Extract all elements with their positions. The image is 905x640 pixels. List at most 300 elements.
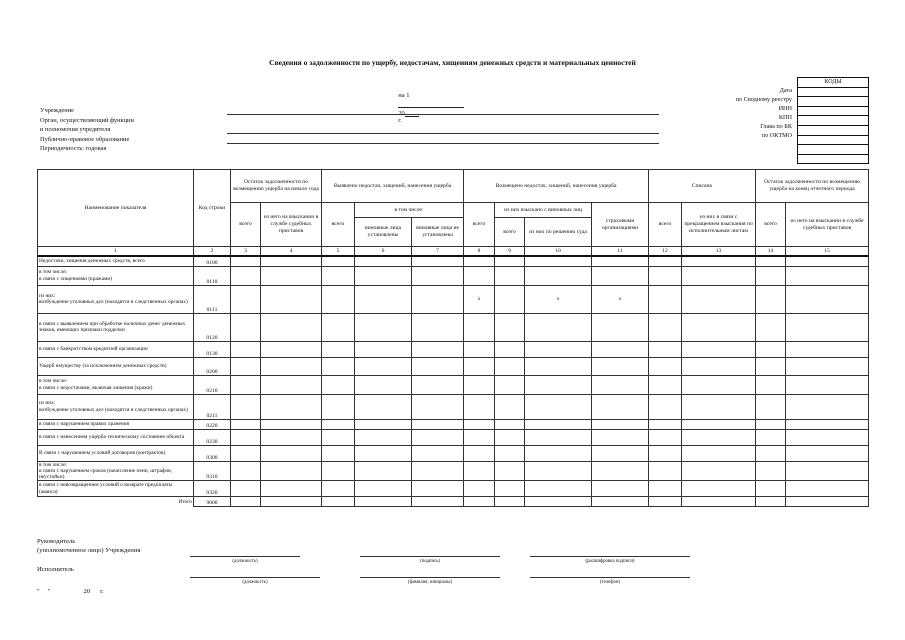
value-cell[interactable] [355, 429, 412, 445]
value-cell[interactable] [649, 394, 682, 419]
value-cell[interactable] [682, 341, 756, 357]
value-cell[interactable] [682, 375, 756, 394]
header-closing-balance: Остаток задолженности по возмещению ущерба на конец отчетного периода [756, 170, 869, 203]
value-cell[interactable] [355, 256, 412, 266]
label-kpp: КПП [778, 114, 792, 122]
value-cell[interactable] [355, 313, 412, 341]
value-cell[interactable] [231, 313, 261, 341]
column-number-2: 2 [194, 247, 231, 257]
value-cell[interactable] [355, 357, 412, 375]
header-name: Наименование показателя [38, 170, 194, 247]
value-cell[interactable] [464, 266, 495, 285]
value-cell[interactable] [682, 461, 756, 481]
value-cell[interactable] [355, 394, 412, 419]
column-number-12: 12 [649, 247, 682, 257]
value-cell[interactable] [355, 445, 412, 461]
value-cell[interactable] [495, 394, 525, 419]
row-name: Ущерб имуществу (за исключением денежных средств) [38, 357, 194, 375]
code-labels [690, 86, 792, 141]
value-cell[interactable] [786, 341, 869, 357]
report-table [37, 169, 869, 507]
na-mark: x [464, 285, 495, 313]
column-number-7: 7 [412, 247, 464, 257]
row-code: 0200 [194, 357, 231, 375]
value-cell[interactable] [592, 375, 649, 394]
head-line-2: (уполномоченное лицо) Учреждения [37, 547, 141, 554]
column-number-3: 3 [231, 247, 261, 257]
value-cell[interactable] [525, 256, 592, 266]
header-g4-total: всего [649, 203, 682, 247]
column-number-row [38, 247, 869, 257]
column-number-5: 5 [322, 247, 355, 257]
table-row [38, 313, 869, 341]
row-code: 0120 [194, 313, 231, 341]
na-mark: x [592, 285, 649, 313]
value-cell[interactable] [261, 497, 322, 507]
value-cell[interactable] [355, 266, 412, 285]
table-row [38, 357, 869, 375]
value-cell[interactable] [464, 481, 495, 497]
value-cell[interactable] [412, 313, 464, 341]
value-cell[interactable] [261, 357, 322, 375]
row-name: в том числе: в связи с недостачами, включая хищения (кражи) [38, 375, 194, 394]
value-cell[interactable] [412, 266, 464, 285]
value-cell[interactable] [231, 419, 261, 429]
head-signature-field[interactable] [360, 556, 500, 557]
value-cell[interactable] [231, 394, 261, 419]
value-cell[interactable] [231, 357, 261, 375]
value-cell[interactable] [682, 357, 756, 375]
head-position-field[interactable] [190, 556, 300, 557]
value-cell[interactable] [756, 285, 786, 313]
value-cell[interactable] [649, 429, 682, 445]
value-cell[interactable] [525, 357, 592, 375]
value-cell[interactable] [322, 419, 355, 429]
codes-box [797, 77, 869, 164]
value-cell[interactable] [355, 461, 412, 481]
value-cell[interactable] [682, 445, 756, 461]
row-code: 0210 [194, 375, 231, 394]
value-cell[interactable] [756, 394, 786, 419]
value-cell[interactable] [412, 497, 464, 507]
row-name: в связи с выявлением при обработке наличных денег денежных знаков, имеющих признаки подделки [38, 313, 194, 341]
date-day-month-field[interactable] [398, 99, 464, 108]
value-cell[interactable] [592, 394, 649, 419]
value-cell[interactable] [261, 266, 322, 285]
value-cell[interactable] [261, 375, 322, 394]
label-periodicity: Периодичность: годовая [40, 145, 107, 152]
exec-position-field[interactable] [190, 577, 320, 578]
value-cell[interactable] [355, 497, 412, 507]
value-cell[interactable] [464, 375, 495, 394]
value-cell[interactable] [592, 357, 649, 375]
value-cell[interactable] [592, 256, 649, 266]
value-cell[interactable] [355, 481, 412, 497]
date-year-prefix: 20 [398, 110, 405, 117]
value-cell[interactable] [756, 497, 786, 507]
table-row [38, 375, 869, 394]
value-cell[interactable] [231, 497, 261, 507]
value-cell[interactable] [464, 313, 495, 341]
value-cell[interactable] [786, 445, 869, 461]
value-cell[interactable] [261, 394, 322, 419]
value-cell[interactable] [495, 285, 525, 313]
value-cell[interactable] [322, 394, 355, 419]
value-cell[interactable] [592, 497, 649, 507]
value-cell[interactable] [682, 481, 756, 497]
value-cell[interactable] [592, 313, 649, 341]
value-cell[interactable] [261, 445, 322, 461]
value-cell[interactable] [464, 341, 495, 357]
value-cell[interactable] [261, 341, 322, 357]
column-number-6: 6 [355, 247, 412, 257]
label-inn: ИНН [778, 105, 792, 113]
column-number-15: 15 [786, 247, 869, 257]
table-row [38, 256, 869, 266]
table-row [38, 266, 869, 285]
value-cell[interactable] [495, 313, 525, 341]
row-name: в связи с нарушением правил хранения [38, 419, 194, 429]
code-cell-extra[interactable] [798, 154, 868, 164]
code-cell-bk[interactable] [798, 135, 868, 145]
value-cell[interactable] [649, 375, 682, 394]
value-cell[interactable] [322, 429, 355, 445]
row-name: в связи с невозвращением условий о возврате предоплаты (аванса) [38, 481, 194, 497]
value-cell[interactable] [355, 419, 412, 429]
value-cell[interactable] [525, 419, 592, 429]
value-cell[interactable] [261, 481, 322, 497]
header-identified: Выявлено недостач, хищений, нанесения ущерба [322, 170, 464, 203]
exec-cap-name: (фамилия, инициалы) [407, 580, 453, 585]
value-cell[interactable] [464, 429, 495, 445]
institution-field[interactable] [227, 114, 659, 115]
value-cell[interactable] [756, 481, 786, 497]
header-g1-bailiffs: из него на взыскании в службе судебных приставов [261, 203, 322, 247]
row-code: 0220 [194, 419, 231, 429]
head-name-field[interactable] [530, 556, 690, 557]
row-code: 0111 [194, 285, 231, 313]
exec-cap-position: (должность) [242, 580, 268, 585]
value-cell[interactable] [412, 461, 464, 481]
value-cell[interactable] [412, 256, 464, 266]
value-cell[interactable] [322, 357, 355, 375]
value-cell[interactable] [495, 357, 525, 375]
value-cell[interactable] [525, 461, 592, 481]
value-cell[interactable] [322, 266, 355, 285]
label-founder-2: и полномочия учредителя [40, 126, 111, 133]
value-cell[interactable] [756, 357, 786, 375]
report-title: Сведения о задолженности по ущербу, недостачам, хищениям денежных средств и материальных ценностей [269, 58, 636, 67]
value-cell[interactable] [756, 313, 786, 341]
value-cell[interactable] [322, 256, 355, 266]
value-cell[interactable] [682, 313, 756, 341]
value-cell[interactable] [231, 285, 261, 313]
value-cell[interactable] [786, 429, 869, 445]
value-cell[interactable] [231, 341, 261, 357]
header-g3-total: всего [464, 203, 495, 247]
value-cell[interactable] [412, 419, 464, 429]
value-cell[interactable] [756, 445, 786, 461]
value-cell[interactable] [412, 341, 464, 357]
value-cell[interactable] [261, 313, 322, 341]
row-code: 9000 [194, 497, 231, 507]
row-code: 0211 [194, 394, 231, 419]
date-suffix: г. [398, 117, 402, 124]
row-name: в связи с банкротством кредитной организации [38, 341, 194, 357]
row-name: Недостачи, хищения денежных средств, всего [38, 256, 194, 266]
header-found: виновные лица установлены [355, 218, 412, 247]
row-code: 0100 [194, 256, 231, 266]
value-cell[interactable] [355, 285, 412, 313]
value-cell[interactable] [525, 445, 592, 461]
header-g5-total: всего [756, 203, 786, 247]
value-cell[interactable] [464, 357, 495, 375]
value-cell[interactable] [464, 419, 495, 429]
value-cell[interactable] [649, 341, 682, 357]
table-row [38, 419, 869, 429]
value-cell[interactable] [649, 357, 682, 375]
code-cell-oktmo[interactable] [798, 144, 868, 154]
value-cell[interactable] [261, 419, 322, 429]
label-oktmo: по ОКТМО [761, 132, 792, 140]
value-cell[interactable] [412, 429, 464, 445]
value-cell[interactable] [592, 461, 649, 481]
date-year-field[interactable] [405, 108, 419, 117]
public-entity-field[interactable] [227, 143, 659, 144]
table-row [38, 461, 869, 481]
value-cell[interactable] [322, 445, 355, 461]
table-row [38, 497, 869, 507]
value-cell[interactable] [412, 394, 464, 419]
value-cell[interactable] [786, 497, 869, 507]
value-cell[interactable] [231, 429, 261, 445]
code-cell-date[interactable] [798, 87, 868, 97]
value-cell[interactable] [412, 285, 464, 313]
value-cell[interactable] [786, 419, 869, 429]
value-cell[interactable] [786, 357, 869, 375]
value-cell[interactable] [322, 341, 355, 357]
codes-header: КОДЫ [824, 79, 842, 85]
row-name: В связи с нарушением условий договоров (контрактов) [38, 445, 194, 461]
executor-label: Исполнитель [37, 566, 74, 573]
header-g1-total: всего [231, 203, 261, 247]
value-cell[interactable] [495, 266, 525, 285]
value-cell[interactable] [525, 429, 592, 445]
value-cell[interactable] [322, 497, 355, 507]
value-cell[interactable] [322, 461, 355, 481]
column-number-11: 11 [592, 247, 649, 257]
header-g2-incl: в том числе: [355, 203, 464, 218]
table-row [38, 445, 869, 461]
value-cell[interactable] [231, 375, 261, 394]
value-cell[interactable] [756, 266, 786, 285]
value-cell[interactable] [261, 461, 322, 481]
value-cell[interactable] [682, 497, 756, 507]
value-cell[interactable] [592, 481, 649, 497]
row-name: в том числе: в связи с нарушением сроков (начисление пени, штрафов, неустойки) [38, 461, 194, 481]
code-cell-registry[interactable] [798, 96, 868, 106]
label-date: Дата [779, 87, 792, 94]
value-cell[interactable] [412, 357, 464, 375]
value-cell[interactable] [495, 445, 525, 461]
value-cell[interactable] [649, 256, 682, 266]
value-cell[interactable] [592, 419, 649, 429]
value-cell[interactable] [649, 497, 682, 507]
value-cell[interactable] [786, 266, 869, 285]
row-code: 0300 [194, 445, 231, 461]
founder-field[interactable] [227, 133, 659, 134]
header-compensated: Возмещено недостач, хищений, нанесения ущерба [464, 170, 649, 203]
value-cell[interactable] [495, 461, 525, 481]
value-cell[interactable] [786, 461, 869, 481]
value-cell[interactable] [412, 481, 464, 497]
value-cell[interactable] [525, 341, 592, 357]
value-cell[interactable] [786, 313, 869, 341]
header-g2-total: всего [322, 203, 355, 247]
head-line-1: Руководитель [37, 538, 76, 545]
value-cell[interactable] [355, 341, 412, 357]
value-cell[interactable] [231, 445, 261, 461]
report-date [395, 85, 464, 124]
code-cell-kpp[interactable] [798, 115, 868, 125]
head-cap-name: (расшифровка подписи) [585, 559, 635, 564]
table-row [38, 285, 869, 313]
header-labels [40, 106, 240, 154]
header-g3-subtotal: всего [495, 218, 525, 247]
value-cell[interactable] [756, 375, 786, 394]
value-cell[interactable] [786, 394, 869, 419]
value-cell[interactable] [495, 481, 525, 497]
value-cell[interactable] [464, 394, 495, 419]
value-cell[interactable] [786, 481, 869, 497]
value-cell[interactable] [682, 429, 756, 445]
value-cell[interactable] [322, 481, 355, 497]
label-public-entity: Публично-правовое образование [40, 135, 130, 143]
value-cell[interactable] [682, 419, 756, 429]
head-cap-position: (должность) [232, 559, 258, 564]
value-cell[interactable] [592, 445, 649, 461]
value-cell[interactable] [786, 285, 869, 313]
value-cell[interactable] [682, 256, 756, 266]
value-cell[interactable] [756, 429, 786, 445]
column-number-14: 14 [756, 247, 786, 257]
value-cell[interactable] [261, 285, 322, 313]
value-cell[interactable] [756, 256, 786, 266]
header-opening-balance: Остаток задолженности по возмещению ущерба на начало года [231, 170, 322, 203]
value-cell[interactable] [322, 313, 355, 341]
value-cell[interactable] [355, 375, 412, 394]
value-cell[interactable] [231, 266, 261, 285]
value-cell[interactable] [464, 445, 495, 461]
exec-phone-field[interactable] [530, 577, 690, 578]
code-cell-inn[interactable] [798, 106, 868, 116]
signature-date[interactable]: " " 20 г. [37, 588, 104, 595]
value-cell[interactable] [525, 375, 592, 394]
header-g4-writeoff: из них в связи с прекращением взыскания по исполнительным листам [682, 203, 756, 247]
value-cell[interactable] [495, 497, 525, 507]
value-cell[interactable] [592, 341, 649, 357]
column-number-4: 4 [261, 247, 322, 257]
na-mark: x [525, 285, 592, 313]
value-cell[interactable] [756, 461, 786, 481]
value-cell[interactable] [261, 256, 322, 266]
value-cell[interactable] [495, 375, 525, 394]
row-code: 0130 [194, 341, 231, 357]
value-cell[interactable] [231, 461, 261, 481]
value-cell[interactable] [649, 313, 682, 341]
value-cell[interactable] [525, 394, 592, 419]
value-cell[interactable] [412, 445, 464, 461]
value-cell[interactable] [261, 429, 322, 445]
header-g3-court: из них по решению суда [525, 218, 592, 247]
value-cell[interactable] [412, 375, 464, 394]
header-g3-guilty: из них взыскано с виновных лиц [495, 203, 592, 218]
value-cell[interactable] [525, 313, 592, 341]
header-written-off: Списано [649, 170, 756, 203]
value-cell[interactable] [464, 256, 495, 266]
value-cell[interactable] [682, 285, 756, 313]
value-cell[interactable] [756, 341, 786, 357]
exec-cap-phone: (телефон) [599, 580, 621, 585]
row-code: 0110 [194, 266, 231, 285]
value-cell[interactable] [495, 419, 525, 429]
value-cell[interactable] [756, 419, 786, 429]
value-cell[interactable] [786, 375, 869, 394]
value-cell[interactable] [322, 375, 355, 394]
value-cell[interactable] [495, 429, 525, 445]
value-cell[interactable] [525, 266, 592, 285]
value-cell[interactable] [786, 256, 869, 266]
value-cell[interactable] [495, 341, 525, 357]
code-cell-blank[interactable] [798, 125, 868, 135]
value-cell[interactable] [495, 256, 525, 266]
row-code: 0320 [194, 481, 231, 497]
value-cell[interactable] [649, 481, 682, 497]
value-cell[interactable] [649, 445, 682, 461]
row-name: в том числе: в связи с хищениями (кражами) [38, 266, 194, 285]
value-cell[interactable] [525, 481, 592, 497]
column-number-8: 8 [464, 247, 495, 257]
table-row [38, 341, 869, 357]
value-cell[interactable] [682, 394, 756, 419]
row-code: 0230 [194, 429, 231, 445]
header-notfound: виновные лица не установлены [412, 218, 464, 247]
row-name: из них: возбуждение уголовных дел (находятся в следственных органах) [38, 285, 194, 313]
header-g5-bailiffs: из него на взыскании в службе судебных приставов [786, 203, 869, 247]
value-cell[interactable] [649, 461, 682, 481]
value-cell[interactable] [649, 266, 682, 285]
value-cell[interactable] [649, 285, 682, 313]
value-cell[interactable] [464, 461, 495, 481]
exec-name-field[interactable] [360, 577, 500, 578]
row-code: 0310 [194, 461, 231, 481]
value-cell[interactable] [322, 285, 355, 313]
head-signature-label [37, 537, 140, 555]
label-institution: Учреждение [40, 107, 74, 114]
value-cell[interactable] [592, 429, 649, 445]
value-cell[interactable] [231, 481, 261, 497]
head-cap-signature: (подпись) [420, 559, 440, 564]
value-cell[interactable] [464, 497, 495, 507]
column-number-1: 1 [38, 247, 194, 257]
value-cell[interactable] [525, 497, 592, 507]
value-cell[interactable] [231, 256, 261, 266]
value-cell[interactable] [592, 266, 649, 285]
value-cell[interactable] [682, 266, 756, 285]
table-row [38, 394, 869, 419]
value-cell[interactable] [649, 419, 682, 429]
column-number-9: 9 [495, 247, 525, 257]
